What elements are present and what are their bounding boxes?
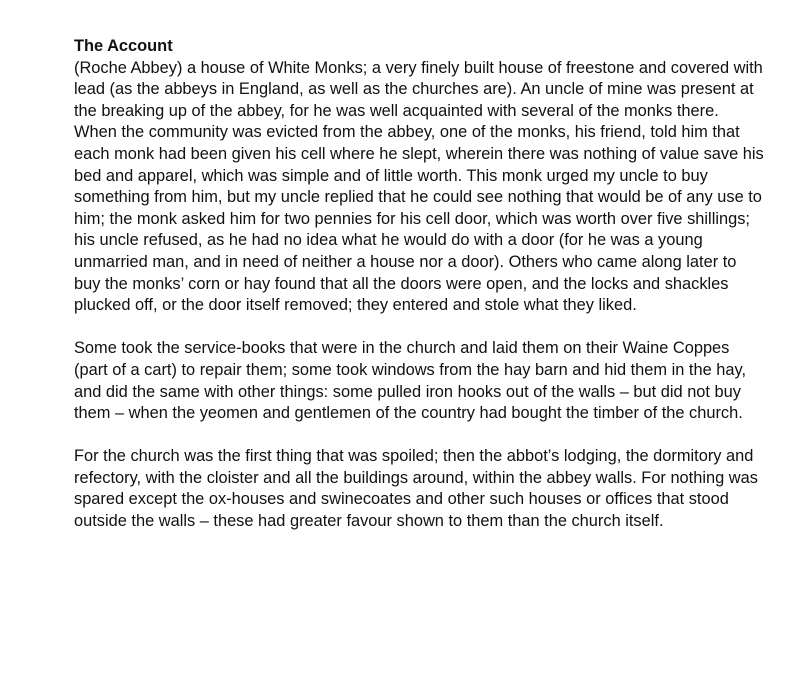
paragraph-3: For the church was the first thing that was spoiled; then the abbot’s lodging, the dormitory and refectory, with the cloister and all the buildings around, within the abbey walls. For nothing was spared except the ox-houses and swinecoates and other such houses or offices that stood outside the walls – these had greater favour shown to them than the church itself. xyxy=(74,447,758,531)
paragraph-1: (Roche Abbey) a house of White Monks; a very finely built house of freestone and covered with lead (as the abbeys in England, as well as the churches are). An uncle of mine was present at the breaking up of the abbey, for he was well acquainted with several of the monks there. When the community was evicted from the abbey, one of the monks, his friend, told him that each monk had been given his cell where he slept, wherein there was nothing of value save his bed and apparel, which was simple and of little worth. This monk urged my uncle to buy something from him, but my uncle replied that he could see nothing that would be of any use to him; the monk asked him for two pennies for his cell door, which was worth over five shillings; his uncle refused, as he had no idea what he would do with a door (for he was a young unmarried man, and in need of neither a house nor a door). Others who came along later to buy the monks’ corn or hay found that all the doors were open, and the locks and shackles plucked off, or the door itself removed; they entered and stole what they liked. xyxy=(74,58,764,315)
paragraph-2: Some took the service-books that were in the church and laid them on their Waine Coppes (part of a cart) to repair them; some took windows from the hay barn and hid them in the hay, and did the same with other things: some pulled iron hooks out of the walls – but did not buy them – when the yeomen and gentlemen of the country had bought the timber of the church. xyxy=(74,339,747,423)
document-page xyxy=(74,36,764,554)
document-title: The Account xyxy=(74,37,173,55)
